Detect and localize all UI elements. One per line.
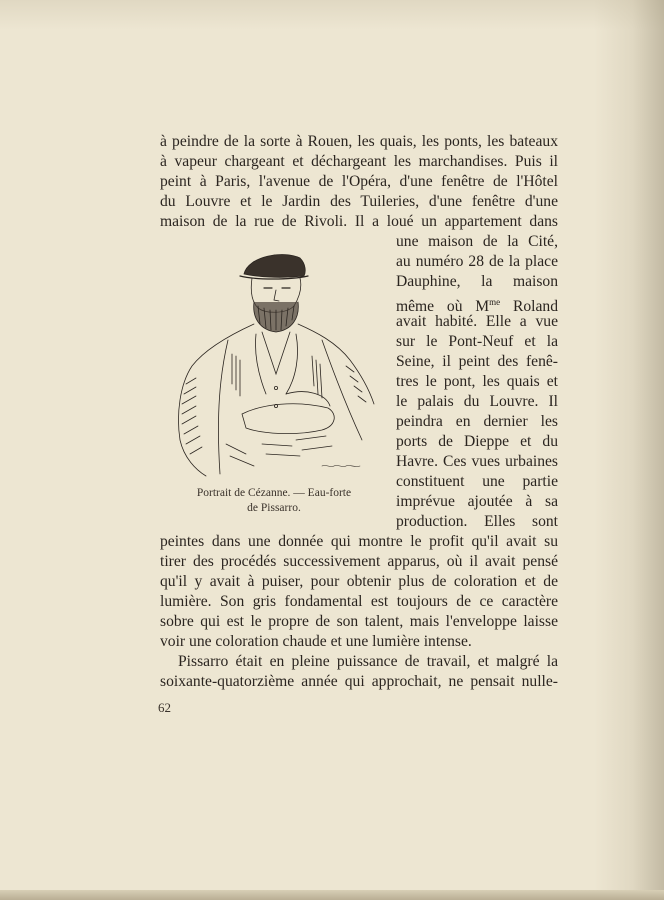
text-line: tirer des procédés successivement apparus, où il avait pensé [160, 553, 558, 570]
text-line: peindra en dernier les [396, 413, 558, 430]
text-line: Pissarro était en pleine puissance de travail, et malgré la [178, 653, 558, 670]
text-line: Havre. Ces vues urbaines [396, 453, 558, 470]
text-line: au numéro 28 de la place [396, 253, 558, 270]
text-line: à vapeur chargeant et déchargeant les marchandises. Puis il [160, 153, 558, 170]
text-line: avait habité. Elle a vue [396, 313, 558, 330]
text-line: tres le pont, les quais et [396, 373, 558, 390]
text-line: maison de la rue de Rivoli. Il a loué un appartement dans [160, 213, 558, 230]
page-number: 62 [158, 700, 171, 715]
text-line: Dauphine, la maison [396, 273, 558, 290]
text-line: à peindre de la sorte à Rouen, les quais, les ponts, les bateaux [160, 133, 558, 150]
text-line: production. Elles sont [396, 513, 558, 530]
text-segment: même où M [396, 298, 490, 315]
lower-paragraph [160, 532, 558, 692]
side-text [396, 232, 558, 532]
etching-drawing [166, 244, 380, 480]
text-line: Seine, il peint des fenê- [396, 353, 558, 370]
text-line: sur le Pont-Neuf et la [396, 333, 558, 350]
text-line: ports de Dieppe et du [396, 433, 558, 450]
text-line: peint à Paris, l'avenue de l'Opéra, d'une fenêtre de l'Hôtel [160, 173, 558, 190]
superscript: me [489, 297, 501, 307]
text-segment: Roland [500, 298, 558, 315]
caption-line: Portrait de Cézanne. — Eau-forte [196, 487, 352, 499]
top-paragraph [160, 132, 558, 232]
text-line: le palais du Louvre. Il [396, 393, 558, 410]
text-line: une maison de la Cité, [396, 233, 558, 250]
text-line: du Louvre et le Jardin des Tuileries, d'une fenêtre d'une [160, 193, 558, 210]
text-line: peintes dans une donnée qui montre le profit qu'il avait su [160, 533, 558, 550]
figure-caption [176, 486, 372, 516]
portrait-etching [166, 244, 380, 480]
text-line: sobre qui est le propre de son talent, mais l'enveloppe laisse [160, 613, 558, 630]
page-top-shadow [0, 0, 664, 30]
text-line: constituent une partie [396, 473, 558, 490]
text-line-with-superscript [396, 292, 558, 315]
page-bottom-edge [0, 890, 664, 900]
text-line: soixante-quatorzième année qui approchait, ne pensait nulle- [160, 673, 558, 690]
page-gutter-shadow [594, 0, 664, 900]
text-line: voir une coloration chaude et une lumière intense. [160, 633, 472, 650]
text-line: imprévue ajoutée à sa [396, 493, 558, 510]
caption-line: de Pissarro. [247, 502, 301, 514]
text-line: qu'il y avait à puiser, pour obtenir plus de coloration et de [160, 573, 558, 590]
text-line: lumière. Son gris fondamental est toujours de ce caractère [160, 593, 558, 610]
